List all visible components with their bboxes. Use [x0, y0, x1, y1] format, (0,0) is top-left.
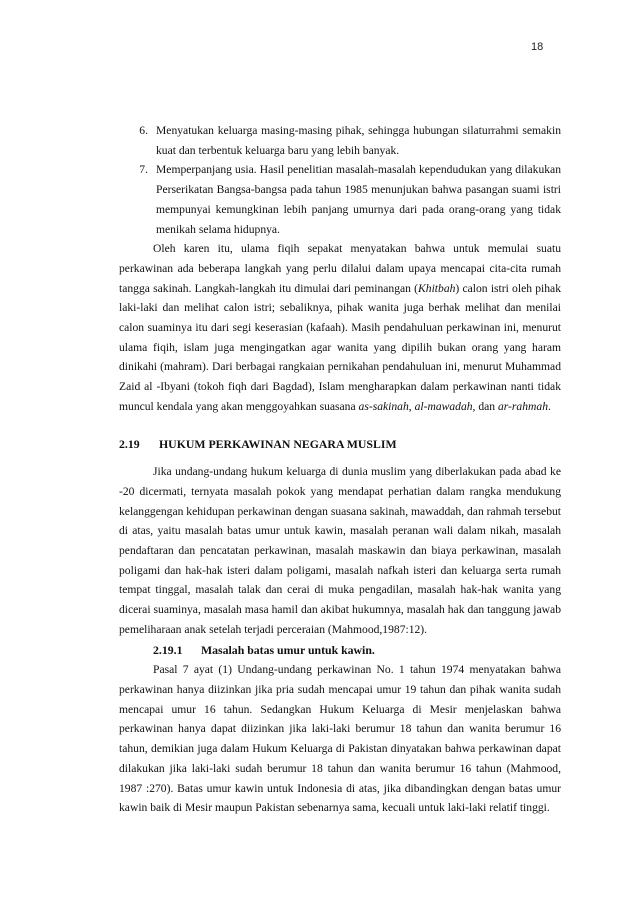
list-item-number: 7. [139, 163, 148, 177]
list-item-number: 6. [139, 124, 148, 137]
page-number: 18 [531, 41, 544, 53]
separator: , [408, 399, 415, 413]
numbered-list [119, 121, 561, 239]
paragraph-peminangan [119, 239, 561, 416]
paragraph-end: . [548, 399, 551, 413]
subsection-number: 2.19.1 [153, 642, 183, 657]
paragraph-text: ) calon istri oleh pihak laki-laki dan melihat calon istri; sebaliknya, pihak wanita juga berhak melihat dan menilai calon suaminya itu dari segi keserasian (kafaah). Masih pendahuluan perkawinan ini, menurut ulama fiqih, islam juga mengingatkan agar wanita yang dipilih bukan orang yang haram dinikahi (mahram). Dari berbagai rangkaian pernikahan pendahuluan ini, menurut Muhammad Zaid al -Ibyani (tokoh fiqh dari Bagdad), Islam mengharapkan dalam perkawinan nanti tidak muncul kendala yang akan menggoyahkan suasana [119, 281, 561, 413]
section-heading [119, 435, 561, 455]
section-paragraph: Jika undang-undang hukum keluarga di dunia muslim yang diberlakukan pada abad ke -20 dicermati, ternyata masalah pokok yang mendapat perhatian dalam rangka mendukung kelanggengan kehidupan perkawinan dengan suasana sakinah, mawaddah, dan rahmah tersebut di atas, yaitu masalah batas umur untuk kawin, masalah peranan wali dalam nikah, masalah pendaftaran dan pencatatan perkawinan, masalah maskawin dan biaya perkawinan, masalah poligami dan hak-hak isteri dalam poligami, masalah nafkah isteri dan keluarga serta rumah tempat tinggal, masalah talak dan cerai di muka pengadilan, masalah hak-hak wanita yang dicerai suaminya, masalah masa hamil dan akibat hukumnya, masalah hak dan tanggung jawab pemeliharaan anak setelah terjadi perceraian (Mahmood,1987:12). [119, 465, 562, 636]
body-text [119, 121, 561, 818]
term-ar-rahmah: ar-rahmah [497, 399, 548, 413]
paragraph-text: Oleh karen itu, ulama fiqih sepakat menyatakan bahwa untuk memulai suatu perkawinan ada beberapa langkah yang perlu dilalui dalam upaya mencapai cita-cita rumah tangga sakinah. Langkah-langkah itu dimulai dari peminangan ( [119, 242, 561, 295]
term-as-sakinah: as-sakinah [358, 399, 409, 413]
subsection-paragraph: Pasal 7 ayat (1) Undang-undang perkawinan No. 1 tahun 1974 menyatakan bahwa perkawinan hanya diizinkan jika pria sudah mencapai umur 19 tahun dan pihak wanita sudah mencapai umur 16 tahun. Sedangkan Hukum Keluarga di Mesir menjelaskan bahwa perkawinan hanya dapat diizinkan jika laki-laki berumur 18 tahun dan wanita berumur 16 tahun, demikian juga dalam Hukum Keluarga di Pakistan dinyatakan bahwa perkawinan dapat dilakukan jika laki-laki sudah berumur 18 tahun dan wanita berumur 16 tahun (Mahmood, 1987 :270). Batas umur kawin untuk Indonesia di atas, jika dibandingkan dengan batas umur kawin baik di Mesir maupun Pakistan sebenarnya sama, kecuali untuk laki-laki relatif tinggi. [119, 663, 561, 815]
list-item [119, 160, 561, 239]
subsection-heading [119, 641, 561, 661]
list-item [119, 121, 561, 160]
section-title: HUKUM PERKAWINAN NEGARA MUSLIM [159, 436, 397, 451]
list-item-text: Memperpanjang usia. Hasil penelitian masalah-masalah kependudukan yang dilakukan Perserikatan Bangsa-bangsa pada tahun 1985 menunjukan bahwa pasangan suami istri mempunyai kemungkinan lebih panjang umurnya dari pada orang-orang yang tidak menikah selama hidupnya. [156, 163, 561, 236]
section-number: 2.19 [119, 436, 140, 451]
list-item-text: Menyatukan keluarga masing-masing pihak, sehingga hubungan silaturrahmi semakin kuat dan terbentuk keluarga baru yang lebih banyak. [156, 124, 561, 157]
separator: , dan [472, 399, 498, 413]
term-khitbah: Khitbah [418, 281, 456, 295]
subsection-title: Masalah batas umur untuk kawin. [201, 642, 375, 657]
term-al-mawadah: al-mawadah [414, 399, 473, 413]
